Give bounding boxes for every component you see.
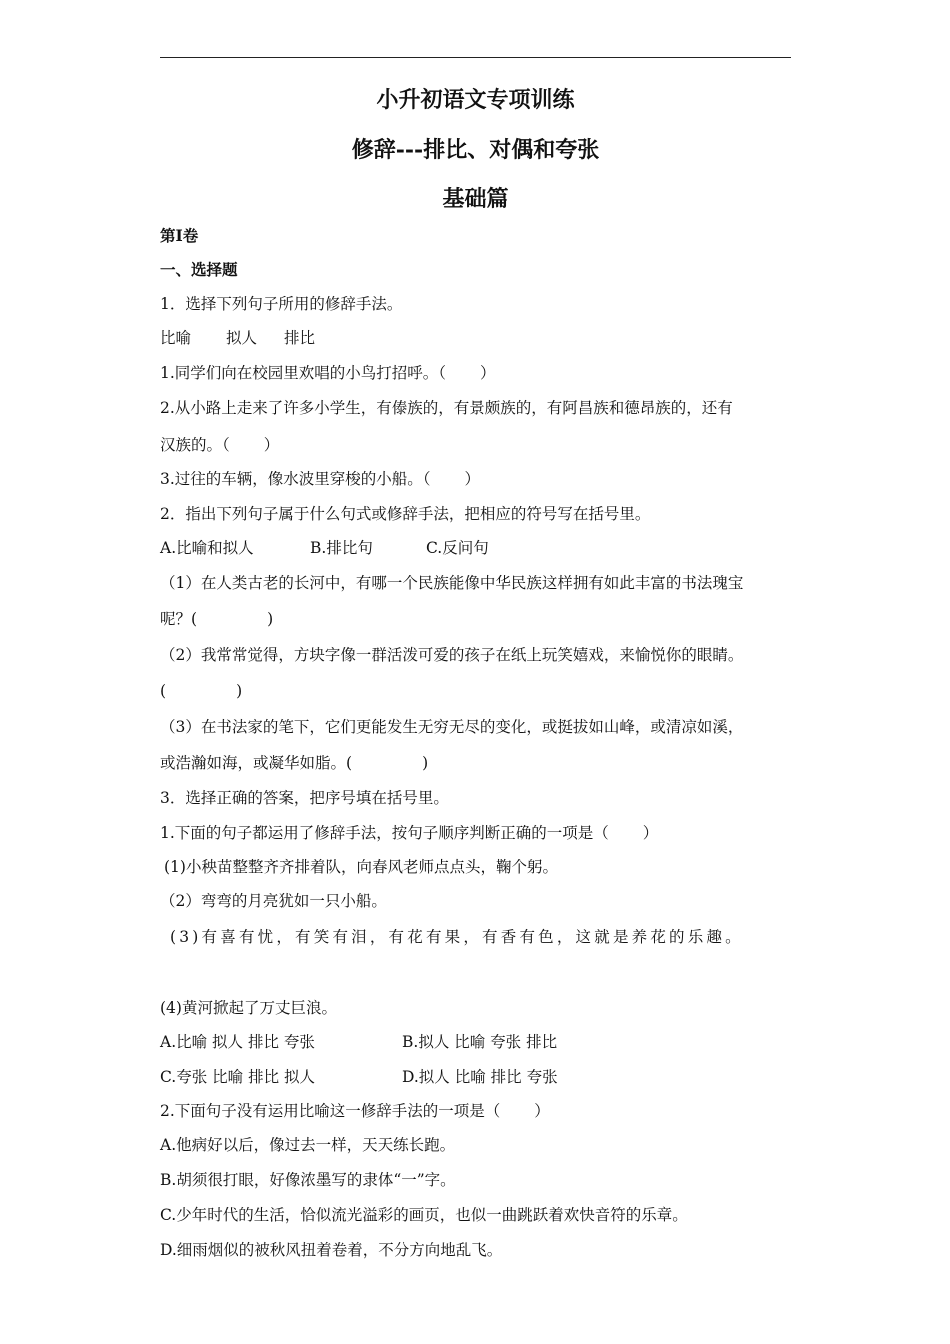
q3-sentence-3: (3)有喜有忧，有笑有泪，有花有果，有香有色，这就是养花的乐趣。 <box>170 928 744 946</box>
q3-sentence-1: (1)小秧苗整整齐齐排着队，向春风老师点点头，鞠个躬。 <box>164 858 558 876</box>
q1-option: 拟人 <box>226 329 258 347</box>
q3-sub2-option-a: A.他病好以后，像过去一样，天天练长跑。 <box>160 1136 456 1154</box>
q3-sub1-options-row1 <box>160 1031 800 1053</box>
q2-item-3-cont: 或浩瀚如海，或凝华如脂。( ) <box>160 754 429 772</box>
difficulty-level: 基础篇 <box>442 186 509 212</box>
q2-stem: 2．指出下列句子属于什么句式或修辞手法，把相应的符号写在括号里。 <box>160 505 651 523</box>
q1-options <box>160 327 800 349</box>
q3-sub2-stem: 2.下面句子没有运用比喻这一修辞手法的一项是（ ） <box>160 1102 550 1120</box>
q3-option: C.夸张 比喻 排比 拟人 <box>160 1068 316 1086</box>
q1-option: 比喻 <box>160 329 192 347</box>
document-subtitle: 修辞---排比、对偶和夸张 <box>351 137 600 163</box>
q3-sentence-4: (4)黄河掀起了万丈巨浪。 <box>160 999 337 1017</box>
q2-item-2: （2）我常常觉得，方块字像一群活泼可爱的孩子在纸上玩笑嬉戏，来愉悦你的眼睛。 <box>160 646 744 664</box>
q2-option: A.比喻和拟人 <box>160 539 254 557</box>
q3-option: A.比喻 拟人 排比 夸张 <box>160 1033 315 1051</box>
q1-item-2: 2.从小路上走来了许多小学生，有傣族的，有景颇族的，有阿昌族和德昂族的，还有 <box>160 399 733 417</box>
q3-stem: 3．选择正确的答案，把序号填在括号里。 <box>160 789 449 807</box>
q1-item-2-cont: 汉族的。（ ） <box>160 436 280 454</box>
q3-option: D.拟人 比喻 排比 夸张 <box>402 1068 558 1086</box>
section-heading: 一、选择题 <box>160 260 238 279</box>
q3-sub1-options-row2 <box>160 1066 800 1088</box>
q3-sub1-stem: 1.下面的句子都运用了修辞手法，按句子顺序判断正确的一项是（ ） <box>160 824 659 842</box>
q2-item-1: （1）在人类古老的长河中，有哪一个民族能像中华民族这样拥有如此丰富的书法瑰宝 <box>160 574 744 592</box>
q3-sub2-option-b: B.胡须很打眼，好像浓墨写的隶体“一”字。 <box>160 1171 456 1189</box>
q1-option: 排比 <box>284 329 316 347</box>
q2-option: B.排比句 <box>310 539 373 557</box>
header-rule <box>160 57 791 58</box>
q1-item-3: 3.过往的车辆，像水波里穿梭的小船。（ ） <box>160 470 481 488</box>
q3-sub2-option-d: D.细雨烟似的被秋风扭着卷着，不分方向地乱飞。 <box>160 1241 503 1259</box>
q2-options <box>160 537 800 559</box>
q1-item-1: 1.同学们向在校园里欢唱的小鸟打招呼。（ ） <box>160 364 496 382</box>
volume-label: 第Ⅰ卷 <box>160 226 199 245</box>
q2-item-1-cont: 呢？( ) <box>160 610 274 628</box>
q3-sub2-option-c: C.少年时代的生活，恰似流光溢彩的画页，也似一曲跳跃着欢快音符的乐章。 <box>160 1206 688 1224</box>
document-title: 小升初语文专项训练 <box>376 87 575 113</box>
q2-option: C.反问句 <box>426 539 489 557</box>
q3-option: B.拟人 比喻 夸张 排比 <box>402 1033 558 1051</box>
q2-item-2-cont: ( ) <box>160 682 243 700</box>
q2-item-3: （3）在书法家的笔下，它们更能发生无穷无尽的变化，或挺拔如山峰，或清凉如溪， <box>160 718 744 736</box>
q1-stem: 1．选择下列句子所用的修辞手法。 <box>160 295 403 313</box>
q3-sentence-2: （2）弯弯的月亮犹如一只小船。 <box>160 892 387 910</box>
